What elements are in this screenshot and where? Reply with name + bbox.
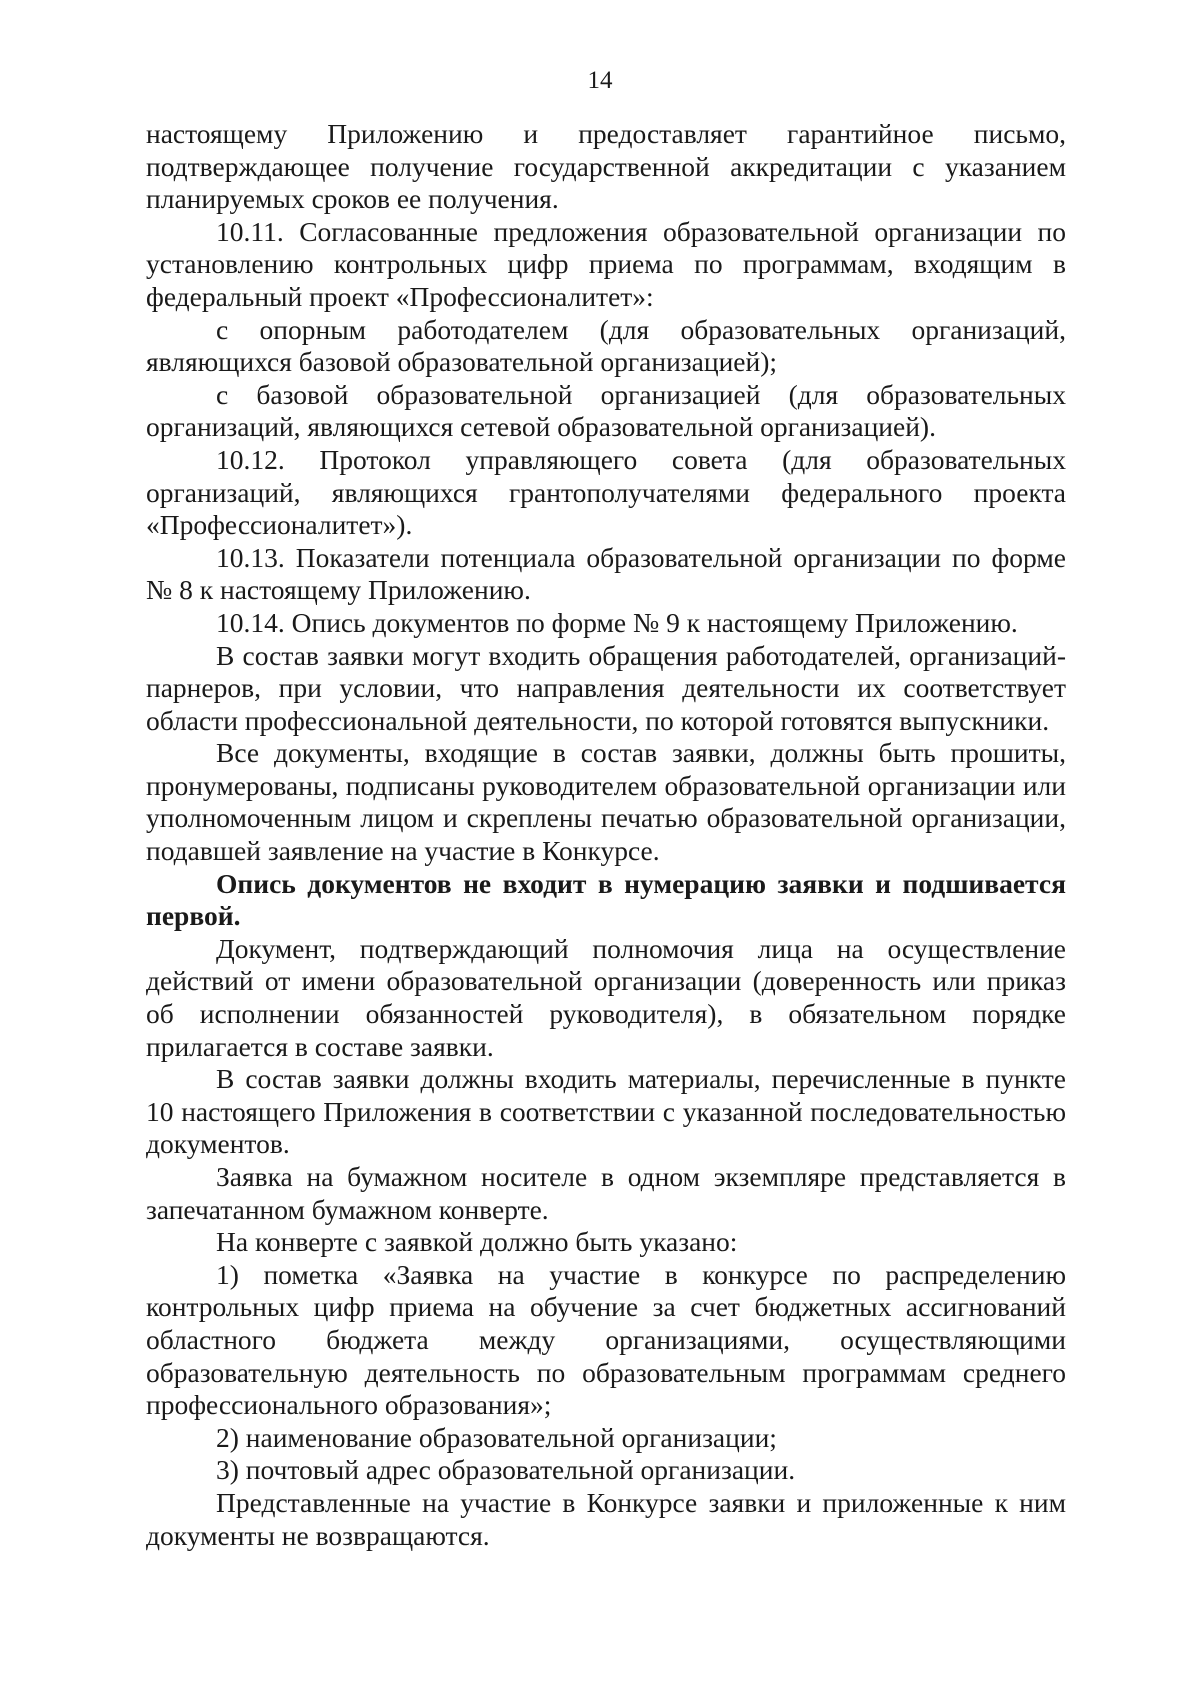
paragraph: Заявка на бумажном носителе в одном экземпляре представляется в запечатанном бумажном конверте. [146, 1161, 1066, 1225]
paragraph: 10.12. Протокол управляющего совета (для образовательных организаций, являющихся грантополучателями федерального проекта «Профессионалитет»). [146, 443, 1066, 541]
paragraph: Представленные на участие в Конкурсе заявки и приложенные к ним документы не возвращаются. [146, 1486, 1066, 1551]
page-number: 14 [587, 67, 613, 94]
paragraph: 10.11. Согласованные предложения образовательной организации по установлению контрольных цифр приема по программам, входящим в федеральный проект «Профессионалитет»: [146, 215, 1066, 312]
list-item: 3) почтовый адрес образовательной организации. [216, 1454, 796, 1486]
list-item: 2) наименование образовательной организации; [216, 1421, 777, 1453]
paragraph: с базовой образовательной организацией (для образовательных организаций, являющихся сетевой образовательной организацией). [146, 378, 1066, 443]
paragraph: Документ, подтверждающий полномочия лица на осуществление действий от имени образовательной организации (доверенность или приказ об исполнении обязанностей руководителя), в обязательном порядке прилагается в составе заявки. [146, 932, 1066, 1062]
bold-paragraph: Опись документов не входит в нумерацию заявки и подшивается первой. [146, 867, 1066, 932]
paragraph: с опорным работодателем (для образовательных организаций, являющихся базовой образовательной организацией); [146, 313, 1066, 378]
paragraph: 10.14. Опись документов по форме № 9 к настоящему Приложению. [216, 606, 1018, 638]
paragraph: Все документы, входящие в состав заявки, должны быть прошиты, пронумерованы, подписаны руководителем образовательной организации или уполномоченным лицом и скреплены печатью образовательной организации, подавшей заявление на участие в Конкурсе. [146, 737, 1066, 867]
paragraph: В состав заявки должны входить материалы, перечисленные в пункте 10 настоящего Приложения в соответствии с указанной последовательностью документов. [146, 1063, 1066, 1160]
list-item: 1) пометка «Заявка на участие в конкурсе по распределению контрольных цифр приема на обучение за счет бюджетных ассигнований областного бюджета между организациями, осуществляющими образовательную деятельность по образовательным программам среднего профессионального образования»; [146, 1258, 1066, 1421]
paragraph: настоящему Приложению и предоставляет гарантийное письмо, подтверждающее получение государственной аккредитации с указанием планируемых сроков ее получения. [146, 118, 1066, 215]
paragraph: На конверте с заявкой должно быть указано: [216, 1226, 738, 1258]
document-body [146, 118, 1066, 1552]
paragraph: В состав заявки могут входить обращения работодателей, организаций-парнеров, при условии, что направления деятельности их соответствует области профессиональной деятельности, по которой готовятся выпускники. [146, 639, 1066, 736]
paragraph: 10.13. Показатели потенциала образовательной организации по форме № 8 к настоящему Приложению. [146, 541, 1066, 606]
